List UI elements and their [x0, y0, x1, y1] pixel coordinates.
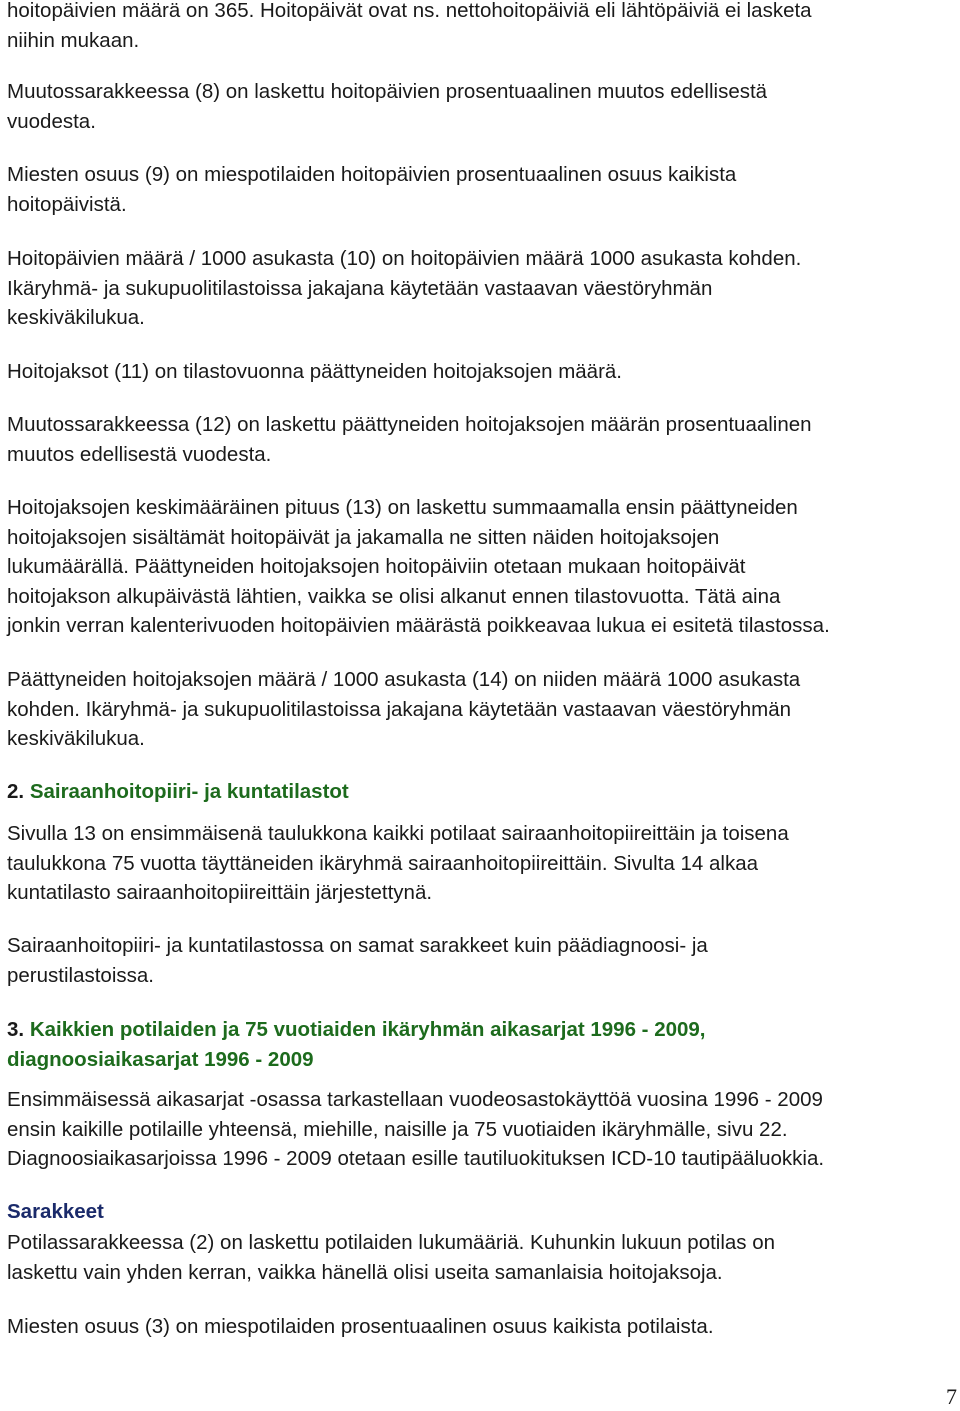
section-2-title: Sairaanhoitopiiri- ja kuntatilastot	[29, 780, 349, 803]
paragraph-hoitojaksot: Hoitojaksot (11) on tilastovuonna päättyneiden hoitojaksojen määrä.	[7, 360, 622, 383]
paragraph-miesten-osuus-potilaat: Miesten osuus (3) on miespotilaiden prosentuaalinen osuus kaikista potilaista.	[7, 1315, 714, 1338]
section-3-title: Kaikkien potilaiden ja 75 vuotiaiden ikäryhmän aikasarjat 1996 - 2009, diagnoosiaikasarjat 1996 - 2009	[7, 1018, 706, 1071]
paragraph-muutos-hoitopaivat: Muutossarakkeessa (8) on laskettu hoitopäivien prosentuaalinen muutos edellisestä vuodesta.	[7, 80, 768, 133]
page-number: 7	[946, 1384, 957, 1409]
section-2-heading	[7, 777, 349, 807]
paragraph-potilassarake: Potilassarakkeessa (2) on laskettu potilaiden lukumääriä. Kuhunkin lukuun potilas on laskettu vain yhden kerran, vaikka hänellä olisi useita samanlaisia hoitojaksoja.	[7, 1231, 776, 1284]
paragraph-muutos-hoitojaksot: Muutossarakkeessa (12) on laskettu päättyneiden hoitojaksojen määrän prosentuaalinen muutos edellisestä vuodesta.	[7, 413, 812, 466]
section-3-heading	[7, 1015, 706, 1074]
sarakkeet-subheading: Sarakkeet	[7, 1200, 104, 1223]
paragraph-hoitopaivat-intro: hoitopäivien määrä on 365. Hoitopäivät ovat ns. nettohoitopäiviä eli lähtöpäiviä ei lasketa niihin mukaan.	[7, 0, 812, 52]
paragraph-keskimaarainen-pituus: Hoitojaksojen keskimääräinen pituus (13) on laskettu summaamalla ensin päättyneiden hoitojaksojen sisältämät hoitopäivät ja jakamalla ne sitten näiden hoitojaksojen lukumäärällä. Päättyneiden hoitojaksojen hoitopäiviin otetaan mukaan hoitopäivät hoitojakson alkupäivästä lähtien, vaikka se olisi alkanut ennen tilastovuotta. Tätä aina jonkin verran kalenterivuoden hoitopäivien määrästä poikkeavaa lukua ei esitetä tilastossa.	[7, 496, 830, 638]
section-2-number: 2.	[7, 780, 25, 803]
paragraph-hoitojaksot-per-1000: Päättyneiden hoitojaksojen määrä / 1000 asukasta (14) on niiden määrä 1000 asukasta kohden. Ikäryhmä- ja sukupuolitilastoissa jakajana käytetään vastaavan väestöryhmän keskiväkilukua.	[7, 668, 801, 751]
paragraph-aikasarjat: Ensimmäisessä aikasarjat -osassa tarkastellaan vuodeosastokäyttöä vuosina 1996 - 2009 ensin kaikille potilaille yhteensä, miehille, naisille ja 75 vuotiaiden ikäryhmälle, sivu 22. Diagnoosiaikasarjoissa 1996 - 2009 otetaan esille tautiluokituksen ICD-10 tautipääluokkia.	[7, 1088, 825, 1171]
paragraph-samat-sarakkeet: Sairaanhoitopiiri- ja kuntatilastossa on samat sarakkeet kuin päädiagnoosi- ja perustilastoissa.	[7, 934, 708, 987]
paragraph-hoitopaivat-per-1000: Hoitopäivien määrä / 1000 asukasta (10) on hoitopäivien määrä 1000 asukasta kohden. Ikäryhmä- ja sukupuolitilastoissa jakajana käytetään vastaavan väestöryhmän keskiväkilukua.	[7, 247, 802, 330]
section-3-number: 3.	[7, 1018, 25, 1041]
paragraph-sivu-13: Sivulla 13 on ensimmäisenä taulukkona kaikki potilaat sairaanhoitopiireittäin ja toisena taulukkona 75 vuotta täyttäneiden ikäryhmä sairaanhoitopiireittäin. Sivulta 14 alkaa kuntatilasto sairaanhoitopiireittäin järjestettynä.	[7, 822, 789, 905]
paragraph-miesten-osuus-hoitopaivat: Miesten osuus (9) on miespotilaiden hoitopäivien prosentuaalinen osuus kaikista hoitopäivistä.	[7, 163, 737, 216]
